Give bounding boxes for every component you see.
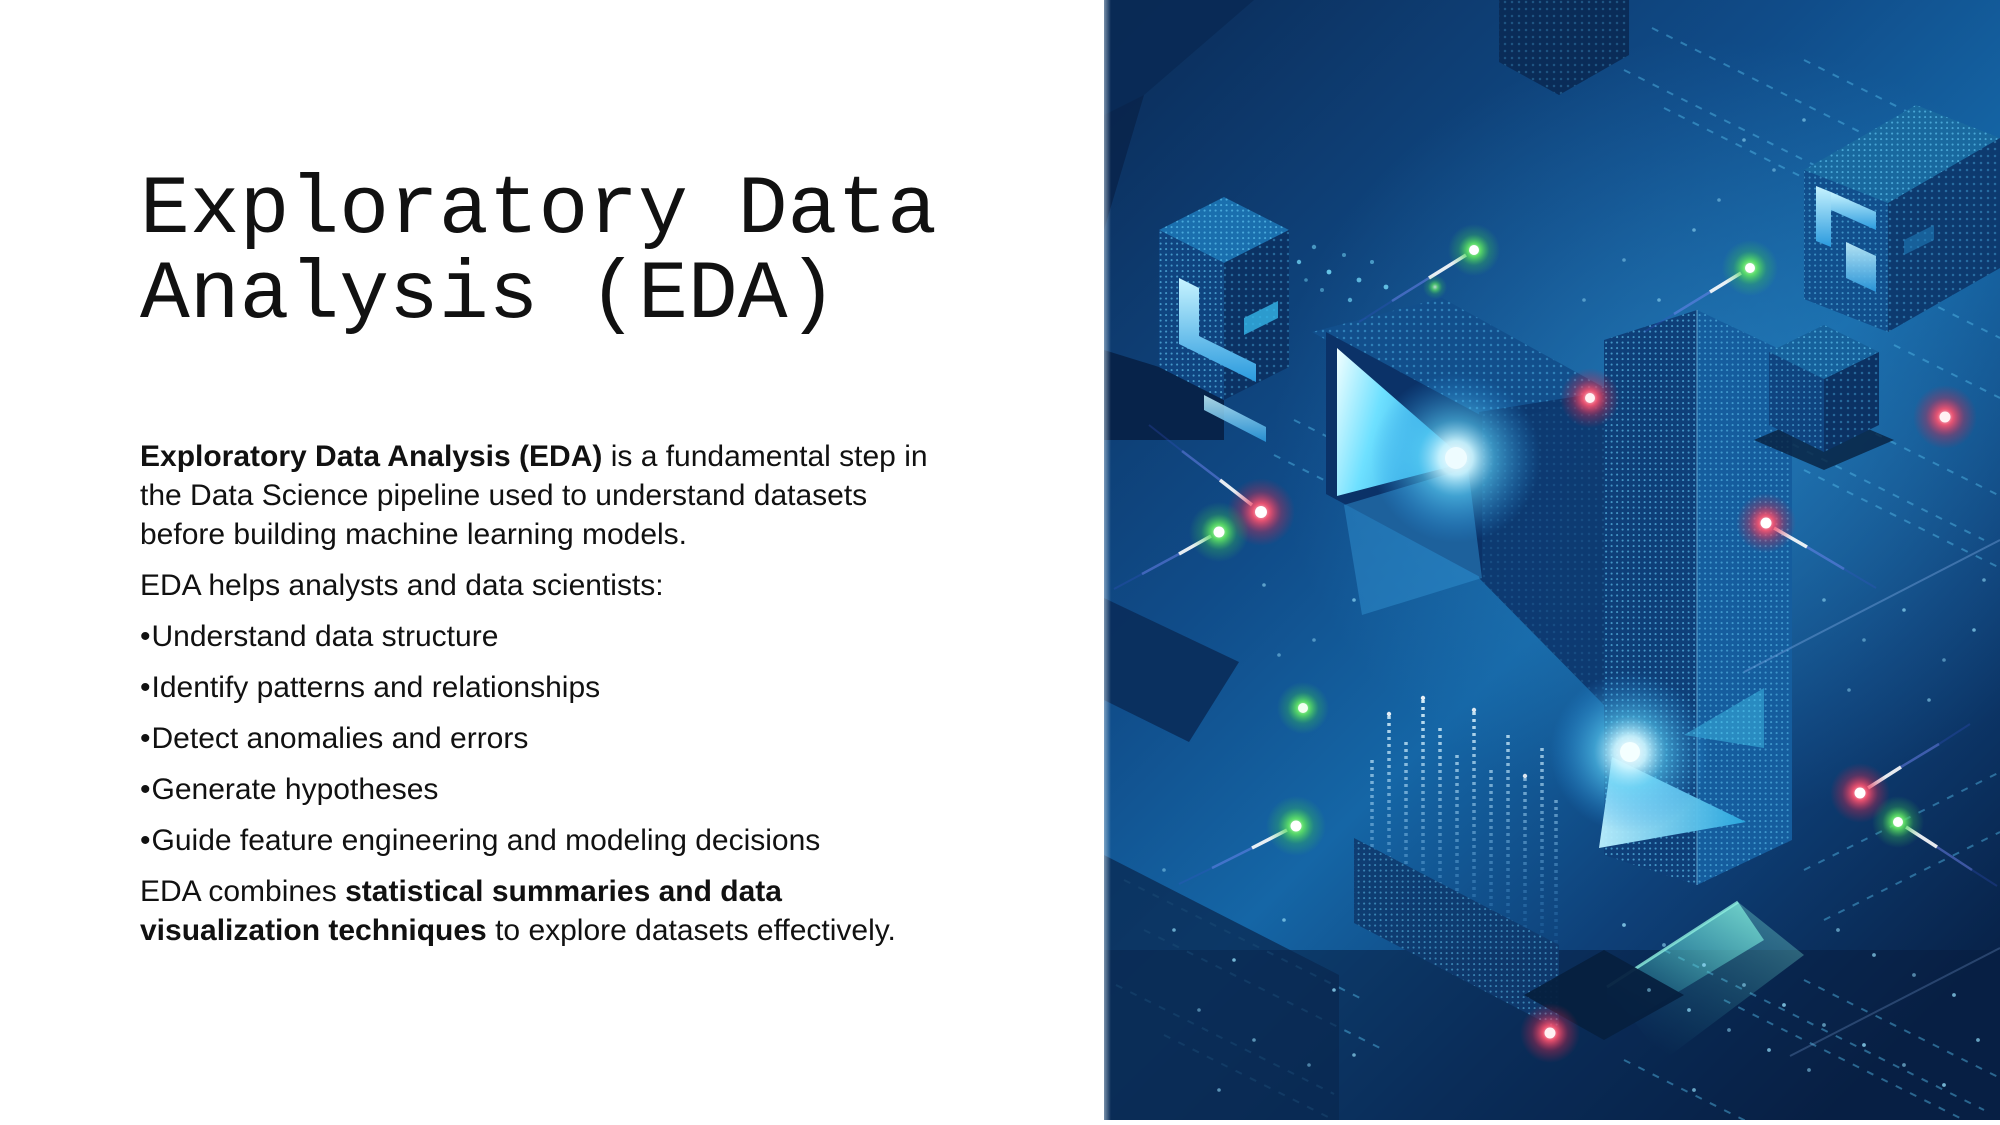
bullet-text: Identify patterns and relationships: [151, 671, 601, 704]
lead-in-paragraph: EDA helps analysts and data scientists:: [140, 569, 664, 602]
bullet-marker: •: [140, 722, 151, 755]
bullet-text: Guide feature engineering and modeling decisions: [151, 824, 821, 857]
bullet-marker: •: [140, 773, 151, 806]
intro-regular-text: is a fundamental step in the Data Science pipeline used to understand datasets before building machine learning models.: [140, 440, 928, 551]
bullet-marker: •: [140, 671, 151, 704]
intro-paragraph: [140, 437, 940, 554]
bullet-text: Understand data structure: [151, 620, 499, 653]
closing-suffix: to explore datasets effectively.: [486, 914, 896, 947]
bullet-item-5: [140, 821, 940, 860]
hero-illustration: [1104, 0, 2000, 1120]
intro-bold-text: Exploratory Data Analysis (EDA): [140, 440, 603, 473]
image-left-edge: [1104, 0, 1111, 1120]
slide-title: [140, 163, 937, 342]
bullet-text: Detect anomalies and errors: [151, 722, 529, 755]
title-line-1: Exploratory Data: [140, 163, 937, 257]
bullet-marker: •: [140, 824, 151, 857]
bullet-text: Generate hypotheses: [151, 773, 439, 806]
closing-paragraph: [140, 872, 940, 950]
bullet-item-2: [140, 668, 940, 707]
bullet-marker: •: [140, 620, 151, 653]
bullet-item-1: [140, 617, 940, 656]
closing-bold-text: statistical summaries and data visualization techniques: [140, 875, 782, 947]
slide-body: [140, 437, 940, 962]
closing-prefix: EDA combines: [140, 875, 346, 908]
bullet-item-4: [140, 770, 940, 809]
title-line-2: Analysis (EDA): [140, 248, 838, 342]
bullet-item-3: [140, 719, 940, 758]
